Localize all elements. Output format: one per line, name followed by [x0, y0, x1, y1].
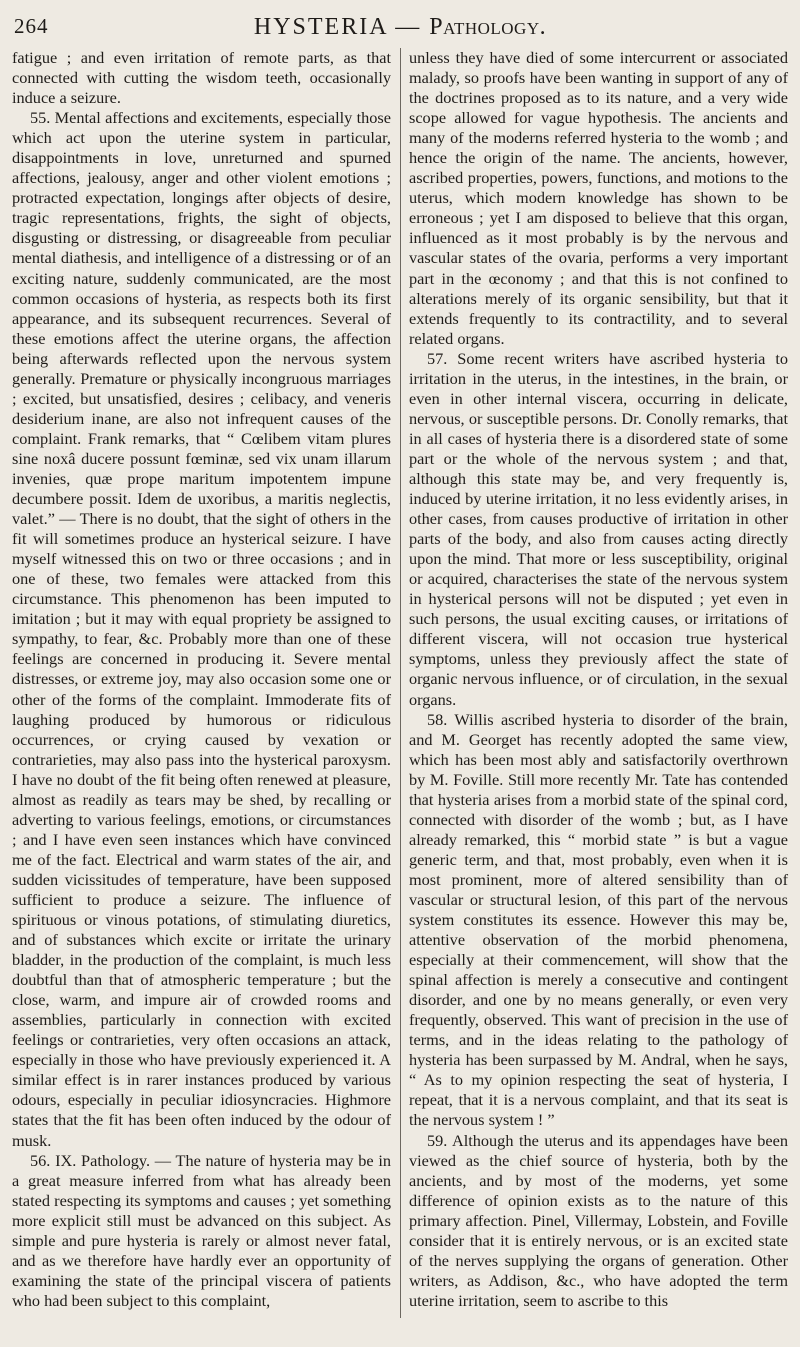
- page-number: 264: [14, 14, 49, 38]
- running-title: [12, 14, 788, 41]
- running-title-main: HYSTERIA: [253, 14, 388, 40]
- left-column: [12, 48, 391, 1311]
- paragraph: 57. Some recent writers have ascribed hysteria to irritation in the uterus, in the intestines, in the brain, or even in other internal viscera, occurring in delicate, nervous, or susceptible persons. Dr. Conolly remarks, that in all cases of hysteria there is a disordered state of some part or the whole of the nervous system ; and that, although this state may be, and very frequently is, induced by uterine irritation, it no less evidently arises, in other cases, from causes productive of irritation in other parts of the body, and also from causes acting directly upon the mind. That more or less susceptibility, original or acquired, characterises the state of the nervous system in hysterical persons will not be disputed ; yet even in such persons, the usual exciting causes, or irritations of different viscera, will not occasion true hysterical symptoms, unless they previously affect the state of organic nervous influence, or of circulation, in the sexual organs.: [409, 348, 788, 709]
- paragraph: fatigue ; and even irritation of remote parts, as that connected with cutting the wisdom teeth, occasionally induce a seizure.: [12, 48, 391, 108]
- paragraph: 58. Willis ascribed hysteria to disorder of the brain, and M. Georget has recently adopted the same view, which has been most ably and satisfactorily overthrown by M. Foville. Still more recently Mr. Tate has contended that hysteria arises from a morbid state of the spinal cord, connected with disorder of the womb ; but, as I have already remarked, this “ morbid state ” is but a vague generic term, and that, most probably, even when it is most prominent, more of altered sensibility than of vascular or structural lesion, of this part of the nervous system constitutes its essence. However this may be, attentive observation of the morbid phenomena, especially at their commencement, will show that the spinal affection is merely a consecutive and contingent disorder, and one by no means generally, or even very frequently, observed. This want of precision in the use of terms, and in the ideas relating to the pathology of hysteria has been surpassed by M. Andral, when he says, “ As to my opinion respecting the seat of hysteria, I repeat, that it is a nervous complaint, and that its seat is the nervous system ! ”: [409, 709, 788, 1130]
- running-title-separator: —: [387, 14, 430, 40]
- paragraph: unless they have died of some intercurrent or associated malady, so proofs have been wanting in support of any of the doctrines proposed as to its nature, and a very wide scope allowed for vague hypothesis. The ancients and many of the moderns referred hysteria to the womb ; and hence the origin of the name. The ancients, however, ascribed properties, powers, functions, and motions to the uterus, which modern knowledge has shown to be erroneous ; yet I am disposed to believe that this organ, influenced as it most probably is by the nervous and vascular states of the ovaria, performs a very important part in the œconomy ; and that this is not confined to alterations merely of its organic sensibility, but that it extends frequently to its contractility, and to several related organs.: [409, 48, 788, 348]
- right-column: [409, 48, 788, 1311]
- paragraph: 59. Although the uterus and its appendages have been viewed as the chief source of hysteria, both by the ancients, and by most of the moderns, yet some difference of opinion exists as to the nature of this primary affection. Pinel, Villermay, Lobstein, and Foville consider that it is entirely nervous, or is an excited state of the nerves supplying the organs of generation. Other writers, as Addison, &c., who have adopted the term uterine irritation, seem to ascribe to this: [409, 1130, 788, 1310]
- running-head: [12, 14, 788, 48]
- column-divider: [400, 48, 401, 1318]
- paragraph: 56. IX. Pathology. — The nature of hysteria may be in a great measure inferred from what has already been stated respecting its symptoms and causes ; yet something more explicit still must be advanced on this subject. As simple and pure hysteria is rarely or almost never fatal, and as we therefore have hardly ever an opportunity of examining the state of the principal viscera of patients who had been subject to this complaint,: [12, 1150, 391, 1310]
- paragraph: 55. Mental affections and excitements, especially those which act upon the uterine system in particular, disappointments in love, unreturned and spurned affections, jealousy, anger and other violent emotions ; protracted expectation, longings after objects of desire, tragic representations, frights, the sight of objects, disgusting or distressing, or disagreeable from peculiar mental diathesis, and intelligence of a distressing or of an exciting nature, suddenly communicated, are the most common occasions of hysteria, as respects both its first appearance, and its subsequent recurrences. Several of these emotions affect the uterine organs, the affection being afterwards reflected upon the nervous system generally. Premature or physically incongruous marriages ; excited, but unsatisfied, desires ; celibacy, and veneris desiderium inane, are also not infrequent causes of the complaint. Frank remarks, that “ Cœlibem vitam plures sine noxâ ducere possunt fœminæ, sed vix unam illarum invenies, quæ prope maritum impotentem impune decumbere possit. Idem de uxoribus, a maritis neglectis, valet.” — There is no doubt, that the sight of others in the fit will sometimes produce an hysterical seizure. I have myself witnessed this on two or three occasions ; and in one of these, two females were attacked from this circumstance. This phenomenon has been imputed to imitation ; but it may with equal propriety be assigned to sympathy, to fear, &c. Probably more than one of these feelings are concerned in producing it. Severe mental distresses, or extreme joy, may also occasion some one or other of the forms of the complaint. Immoderate fits of laughing produced by humorous or ridiculous occurrences, or crying caused by vexation or contrarieties, may also pass into the hysterical paroxysm. I have no doubt of the fit being often renewed at pleasure, almost as readily as tears may be shed, by recalling or adverting to various feelings, emotions, or circumstances ; and I have even seen instances which have convinced me of the fact. Electrical and warm states of the air, and sudden vicissitudes of temperature, have been supposed sufficient to produce a seizure. The influence of spirituous or vinous potations, of stimulating diuretics, and of substances which excite or irritate the urinary bladder, in the production of the complaint, is much less doubtful than that of atmospheric temperature ; but the close, warm, and impure air of crowded rooms and assemblies, particularly in connection with excited feelings or contrarieties, very often occasions an attack, especially in those who have previously experienced it. A similar effect is in rarer instances produced by various odours, especially in peculiar idiosyncracies. Highmore states that the fit has been often induced by the odour of musk.: [12, 108, 391, 1150]
- text-columns: [12, 48, 788, 1318]
- running-title-section: Pathology.: [429, 14, 547, 40]
